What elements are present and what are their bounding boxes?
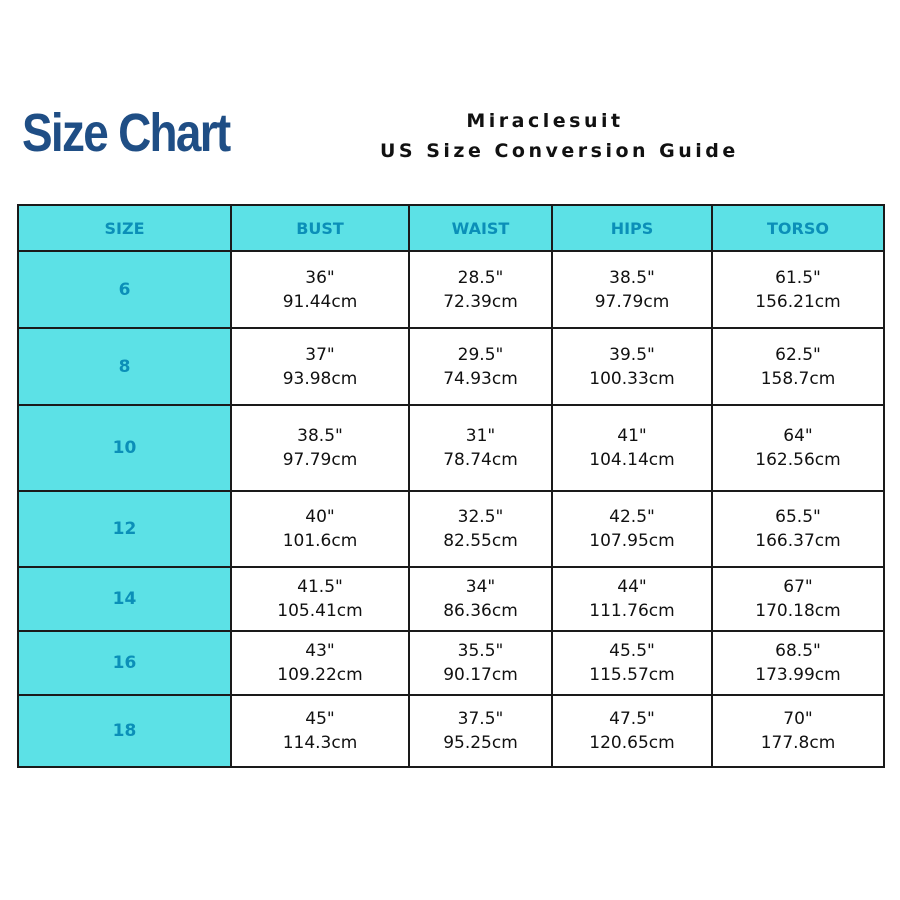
table-row — [18, 251, 884, 328]
inches-value: 41.5" — [297, 577, 343, 597]
inches-value: 38.5" — [609, 267, 655, 288]
cm-value: 109.22cm — [277, 665, 363, 685]
torso-cell — [712, 328, 884, 405]
torso-cell — [712, 567, 884, 631]
inches-value: 43" — [305, 641, 335, 661]
inches-value: 36" — [305, 267, 335, 288]
inches-value: 65.5" — [775, 507, 821, 527]
cm-value: 158.7cm — [760, 368, 836, 389]
cm-value: 177.8cm — [760, 733, 836, 753]
hips-cell — [552, 491, 712, 567]
size-cell: 18 — [18, 695, 231, 767]
cm-value: 107.95cm — [589, 531, 675, 551]
table-row — [18, 567, 884, 631]
inches-value: 37" — [305, 344, 335, 365]
inches-value: 67" — [783, 577, 813, 597]
waist-cell — [409, 631, 552, 695]
cm-value: 74.93cm — [443, 368, 518, 389]
table-row — [18, 695, 884, 767]
cm-value: 170.18cm — [755, 601, 841, 621]
waist-cell — [409, 695, 552, 767]
size-cell: 14 — [18, 567, 231, 631]
cm-value: 162.56cm — [755, 450, 841, 470]
cm-value: 111.76cm — [589, 601, 675, 621]
bust-cell — [231, 405, 409, 491]
waist-cell — [409, 491, 552, 567]
column-header-waist: WAIST — [409, 205, 552, 251]
cm-value: 115.57cm — [589, 665, 675, 685]
cm-value: 101.6cm — [282, 531, 358, 551]
inches-value: 34" — [465, 577, 496, 597]
inches-value: 28.5" — [457, 267, 504, 288]
cm-value: 114.3cm — [282, 733, 358, 753]
table-row — [18, 405, 884, 491]
cm-value: 86.36cm — [443, 601, 518, 621]
cm-value: 120.65cm — [589, 733, 675, 753]
cm-value: 166.37cm — [755, 531, 841, 551]
inches-value: 44" — [617, 577, 647, 597]
bust-cell — [231, 631, 409, 695]
waist-cell — [409, 405, 552, 491]
waist-cell — [409, 251, 552, 328]
inches-value: 38.5" — [297, 426, 343, 446]
bust-cell — [231, 491, 409, 567]
waist-cell — [409, 567, 552, 631]
inches-value: 62.5" — [775, 344, 821, 365]
table-row — [18, 631, 884, 695]
hips-cell — [552, 405, 712, 491]
bust-cell — [231, 328, 409, 405]
inches-value: 61.5" — [775, 267, 821, 288]
column-header-torso: TORSO — [712, 205, 884, 251]
hips-cell — [552, 567, 712, 631]
torso-cell — [712, 631, 884, 695]
cm-value: 105.41cm — [277, 601, 363, 621]
column-header-hips: HIPS — [552, 205, 712, 251]
size-table — [17, 204, 885, 768]
cm-value: 91.44cm — [282, 291, 358, 312]
hips-cell — [552, 328, 712, 405]
cm-value: 82.55cm — [443, 531, 518, 551]
cm-value: 72.39cm — [443, 291, 518, 312]
inches-value: 68.5" — [775, 641, 821, 661]
cm-value: 173.99cm — [755, 665, 841, 685]
waist-cell — [409, 328, 552, 405]
cm-value: 78.74cm — [443, 450, 518, 470]
cm-value: 90.17cm — [443, 665, 518, 685]
hips-cell — [552, 631, 712, 695]
size-cell: 10 — [18, 405, 231, 491]
torso-cell — [712, 405, 884, 491]
column-header-bust: BUST — [231, 205, 409, 251]
guide-subtitle: US Size Conversion Guide — [380, 140, 739, 162]
hips-cell — [552, 695, 712, 767]
inches-value: 45.5" — [609, 641, 655, 661]
size-cell: 8 — [18, 328, 231, 405]
size-cell: 16 — [18, 631, 231, 695]
table-row — [18, 491, 884, 567]
inches-value: 32.5" — [457, 507, 504, 527]
inches-value: 39.5" — [609, 344, 655, 365]
size-cell: 12 — [18, 491, 231, 567]
cm-value: 93.98cm — [282, 368, 358, 389]
inches-value: 40" — [305, 507, 335, 527]
inches-value: 31" — [465, 426, 496, 446]
brand-name: Miraclesuit — [466, 110, 624, 132]
table-row — [18, 328, 884, 405]
cm-value: 97.79cm — [594, 291, 670, 312]
inches-value: 64" — [783, 426, 813, 446]
cm-value: 100.33cm — [589, 368, 675, 389]
torso-cell — [712, 695, 884, 767]
hips-cell — [552, 251, 712, 328]
inches-value: 70" — [783, 709, 813, 729]
cm-value: 95.25cm — [443, 733, 518, 753]
inches-value: 47.5" — [609, 709, 655, 729]
inches-value: 41" — [617, 426, 647, 446]
cm-value: 97.79cm — [282, 450, 358, 470]
table-header-row — [18, 205, 884, 251]
cm-value: 104.14cm — [589, 450, 675, 470]
inches-value: 37.5" — [457, 709, 504, 729]
bust-cell — [231, 567, 409, 631]
bust-cell — [231, 695, 409, 767]
page-title: Size Chart — [22, 103, 230, 163]
inches-value: 45" — [305, 709, 335, 729]
torso-cell — [712, 251, 884, 328]
size-cell: 6 — [18, 251, 231, 328]
bust-cell — [231, 251, 409, 328]
column-header-size: SIZE — [18, 205, 231, 251]
cm-value: 156.21cm — [755, 291, 841, 312]
inches-value: 29.5" — [457, 344, 504, 365]
inches-value: 42.5" — [609, 507, 655, 527]
inches-value: 35.5" — [457, 641, 504, 661]
torso-cell — [712, 491, 884, 567]
